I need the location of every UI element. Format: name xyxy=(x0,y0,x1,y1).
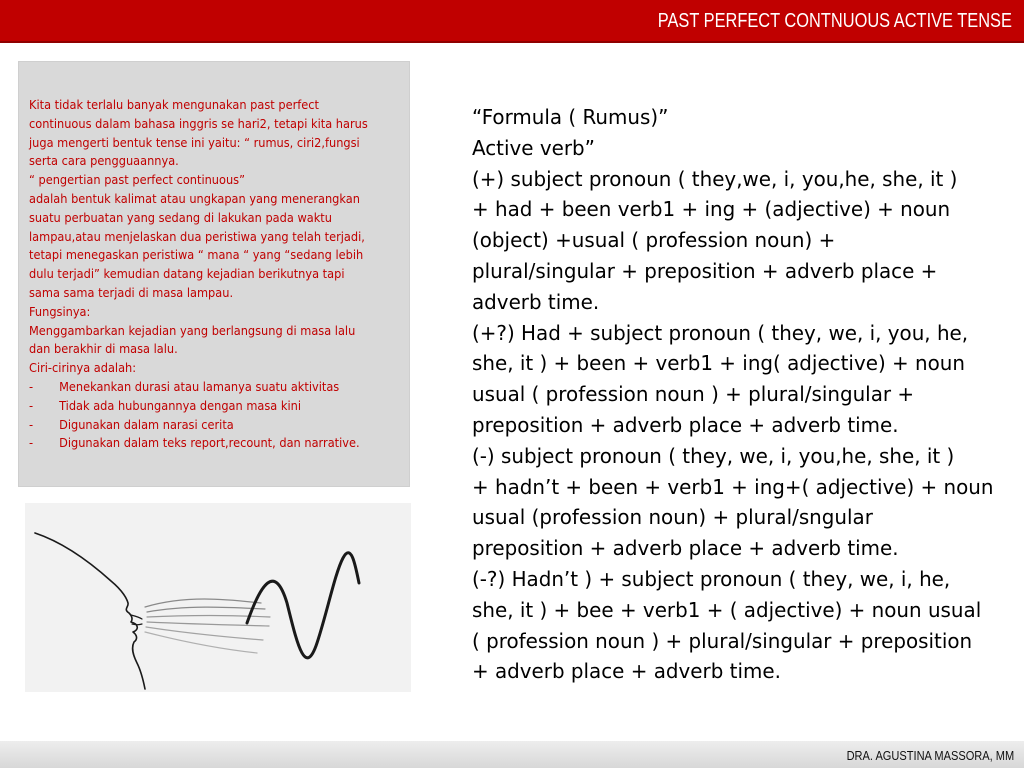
panel-line: Ciri-cirinya adalah: xyxy=(29,361,137,376)
bullet-item xyxy=(29,378,377,397)
formula-line: she, it ) + been + verb1 + ing( adjective) + noun xyxy=(472,351,965,376)
formula-line: preposition + adverb place + adverb time. xyxy=(472,536,899,561)
panel-line: juga mengerti bentuk tense ini yaitu: “ rumus, ciri2,fungsi xyxy=(29,135,360,150)
formula-line: + hadn’t + been + verb1 + ing+( adjective) + noun xyxy=(472,474,994,499)
panel-line: serta cara pengguaannya. xyxy=(29,154,179,169)
definition-panel xyxy=(18,61,410,487)
panel-line: dulu terjadi” kemudian datang kejadian berikutnya tapi xyxy=(29,267,345,282)
formula-text xyxy=(472,102,1012,687)
panel-line: adalah bentuk kalimat atau ungkapan yang menerangkan xyxy=(29,191,360,206)
bullet-item xyxy=(29,434,377,453)
bullet-text: Menekankan durasi atau lamanya suatu aktivitas xyxy=(59,379,340,394)
bullet-text: Tidak ada hubungannya dengan masa kini xyxy=(59,398,301,413)
footer-bar xyxy=(0,741,1024,768)
formula-line: preposition + adverb place + adverb time. xyxy=(472,412,899,437)
bullet-dash: - xyxy=(29,379,34,394)
formula-line: (+?) Had + subject pronoun ( they, we, i, you, he, xyxy=(472,320,969,345)
panel-line: sama sama terjadi di masa lampau. xyxy=(29,285,234,300)
formula-line: adverb time. xyxy=(472,289,600,314)
panel-line: continuous dalam bahasa inggris se hari2, tetapi kita harus xyxy=(29,116,368,131)
slide-title: PAST PERFECT CONTNUOUS ACTIVE TENSE xyxy=(657,10,1012,32)
formula-line: usual ( profession noun ) + plural/singular + xyxy=(472,382,915,407)
panel-line: suatu perbuatan yang sedang di lakukan pada waktu xyxy=(29,210,332,225)
bullet-item xyxy=(29,397,377,416)
bullet-dash: - xyxy=(29,398,34,413)
formula-line: usual (profession noun) + plural/sngular xyxy=(472,505,873,530)
formula-line: (object) +usual ( profession noun) + xyxy=(472,228,836,253)
panel-line: “ pengertian past perfect continuous” xyxy=(29,173,245,188)
formula-line: (-) subject pronoun ( they, we, i, you,he, she, it ) xyxy=(472,443,955,468)
panel-line: Menggambarkan kejadian yang berlangsung di masa lalu xyxy=(29,323,356,338)
panel-line: Fungsinya: xyxy=(29,304,91,319)
bullet-dash: - xyxy=(29,417,34,432)
formula-line: Active verb” xyxy=(472,135,595,160)
formula-line: (-?) Hadn’t ) + subject pronoun ( they, we, i, he, xyxy=(472,566,951,591)
formula-line: + adverb place + adverb time. xyxy=(472,659,781,684)
bullet-item xyxy=(29,416,377,435)
formula-line: (+) subject pronoun ( they,we, i, you,he, she, it ) xyxy=(472,166,958,191)
panel-line: Kita tidak terlalu banyak mengunakan past perfect xyxy=(29,98,319,112)
header-bar xyxy=(0,0,1024,43)
formula-line: + had + been verb1 + ing + (adjective) + noun xyxy=(472,197,951,222)
bullet-text: Digunakan dalam teks report,recount, dan narrative. xyxy=(59,436,360,451)
panel-line: lampau,atau menjelaskan dua peristiwa yang telah terjadi, xyxy=(29,229,365,244)
formula-line: she, it ) + bee + verb1 + ( adjective) + noun usual xyxy=(472,597,982,622)
author-name: DRA. AGUSTINA MASSORA, MM xyxy=(846,748,1014,763)
bullet-dash: - xyxy=(29,436,34,451)
bullet-text: Digunakan dalam narasi cerita xyxy=(59,417,234,432)
panel-line: dan berakhir di masa lalu. xyxy=(29,342,178,357)
panel-line: tetapi menegaskan peristiwa “ mana “ yang “sedang lebih xyxy=(29,248,364,263)
formula-line: “Formula ( Rumus)” xyxy=(472,105,669,129)
speaking-face-sound-wave-icon xyxy=(25,503,411,692)
formula-line: plural/singular + preposition + adverb place + xyxy=(472,258,938,283)
formula-line: ( profession noun ) + plural/singular + preposition xyxy=(472,628,973,653)
